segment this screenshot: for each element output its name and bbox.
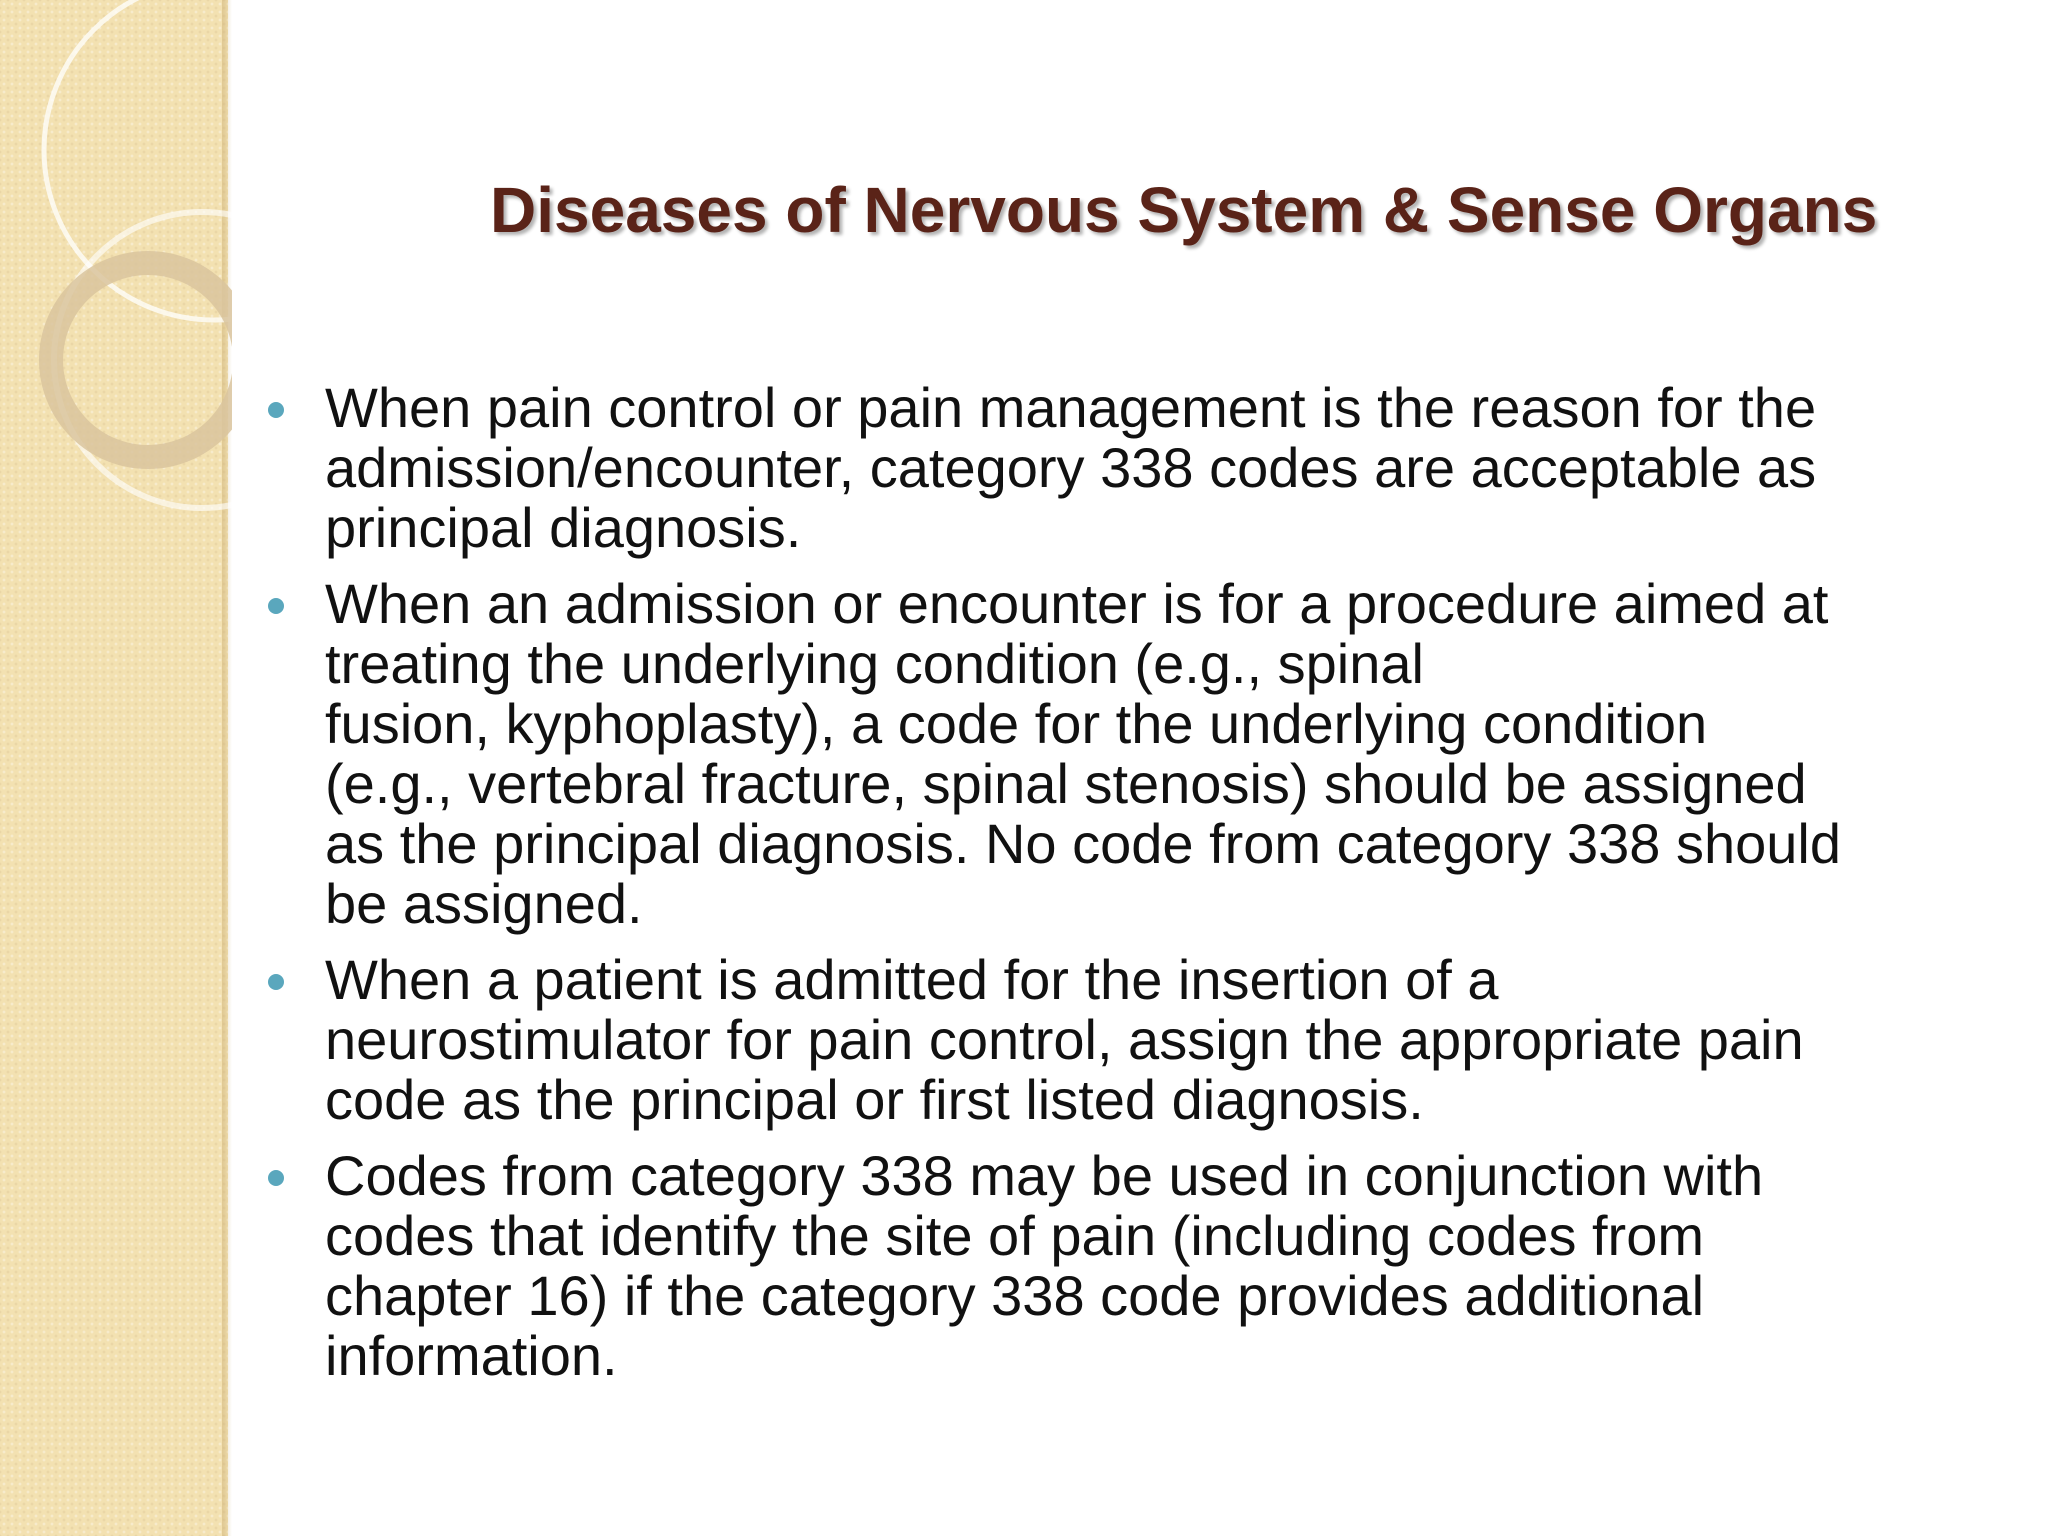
bullet-item-1 [325,378,2040,558]
bullet-line: When a patient is admitted for the insertion of a [325,948,1499,1011]
bullet-list [325,378,2040,1402]
bullet-line: When an admission or encounter is for a procedure aimed at [325,572,1829,635]
bullet-line: treating the underlying condition (e.g., spinal [325,632,1424,695]
bullet-line: chapter 16) if the category 338 code provides additional [325,1264,1705,1327]
bullet-line: fusion, kyphoplasty), a code for the underlying condition [325,692,1708,755]
bullet-line: codes that identify the site of pain (including codes from [325,1204,1704,1267]
bullet-line: When pain control or pain management is the reason for the [325,376,1817,439]
bullet-item-2 [325,574,2040,934]
bullet-item-4 [325,1146,2040,1386]
bullet-line: code as the principal or first listed diagnosis. [325,1068,1424,1131]
bullet-line: as the principal diagnosis. No code from category 338 should [325,812,1841,875]
bullet-line: admission/encounter, category 338 codes are acceptable as [325,436,1817,499]
swirl-ring [51,263,232,457]
bullet-marker-icon [268,402,284,418]
bullet-line: Codes from category 338 may be used in conjunction with [325,1144,1764,1207]
bullet-line: (e.g., vertebral fracture, spinal stenosis) should be assigned [325,752,1807,815]
bullet-marker-icon [268,1170,284,1186]
bullet-marker-icon [268,598,284,614]
bullet-line: neurostimulator for pain control, assign the appropriate pain [325,1008,1804,1071]
bullet-item-3 [325,950,2040,1130]
bullet-marker-icon [268,974,284,990]
bullet-line: be assigned. [325,872,643,935]
bullet-line: information. [325,1324,618,1387]
slide-title: Diseases of Nervous System & Sense Organs [490,174,1878,246]
bullet-line: principal diagnosis. [325,496,802,559]
decorative-swirl-graphic [0,0,232,520]
